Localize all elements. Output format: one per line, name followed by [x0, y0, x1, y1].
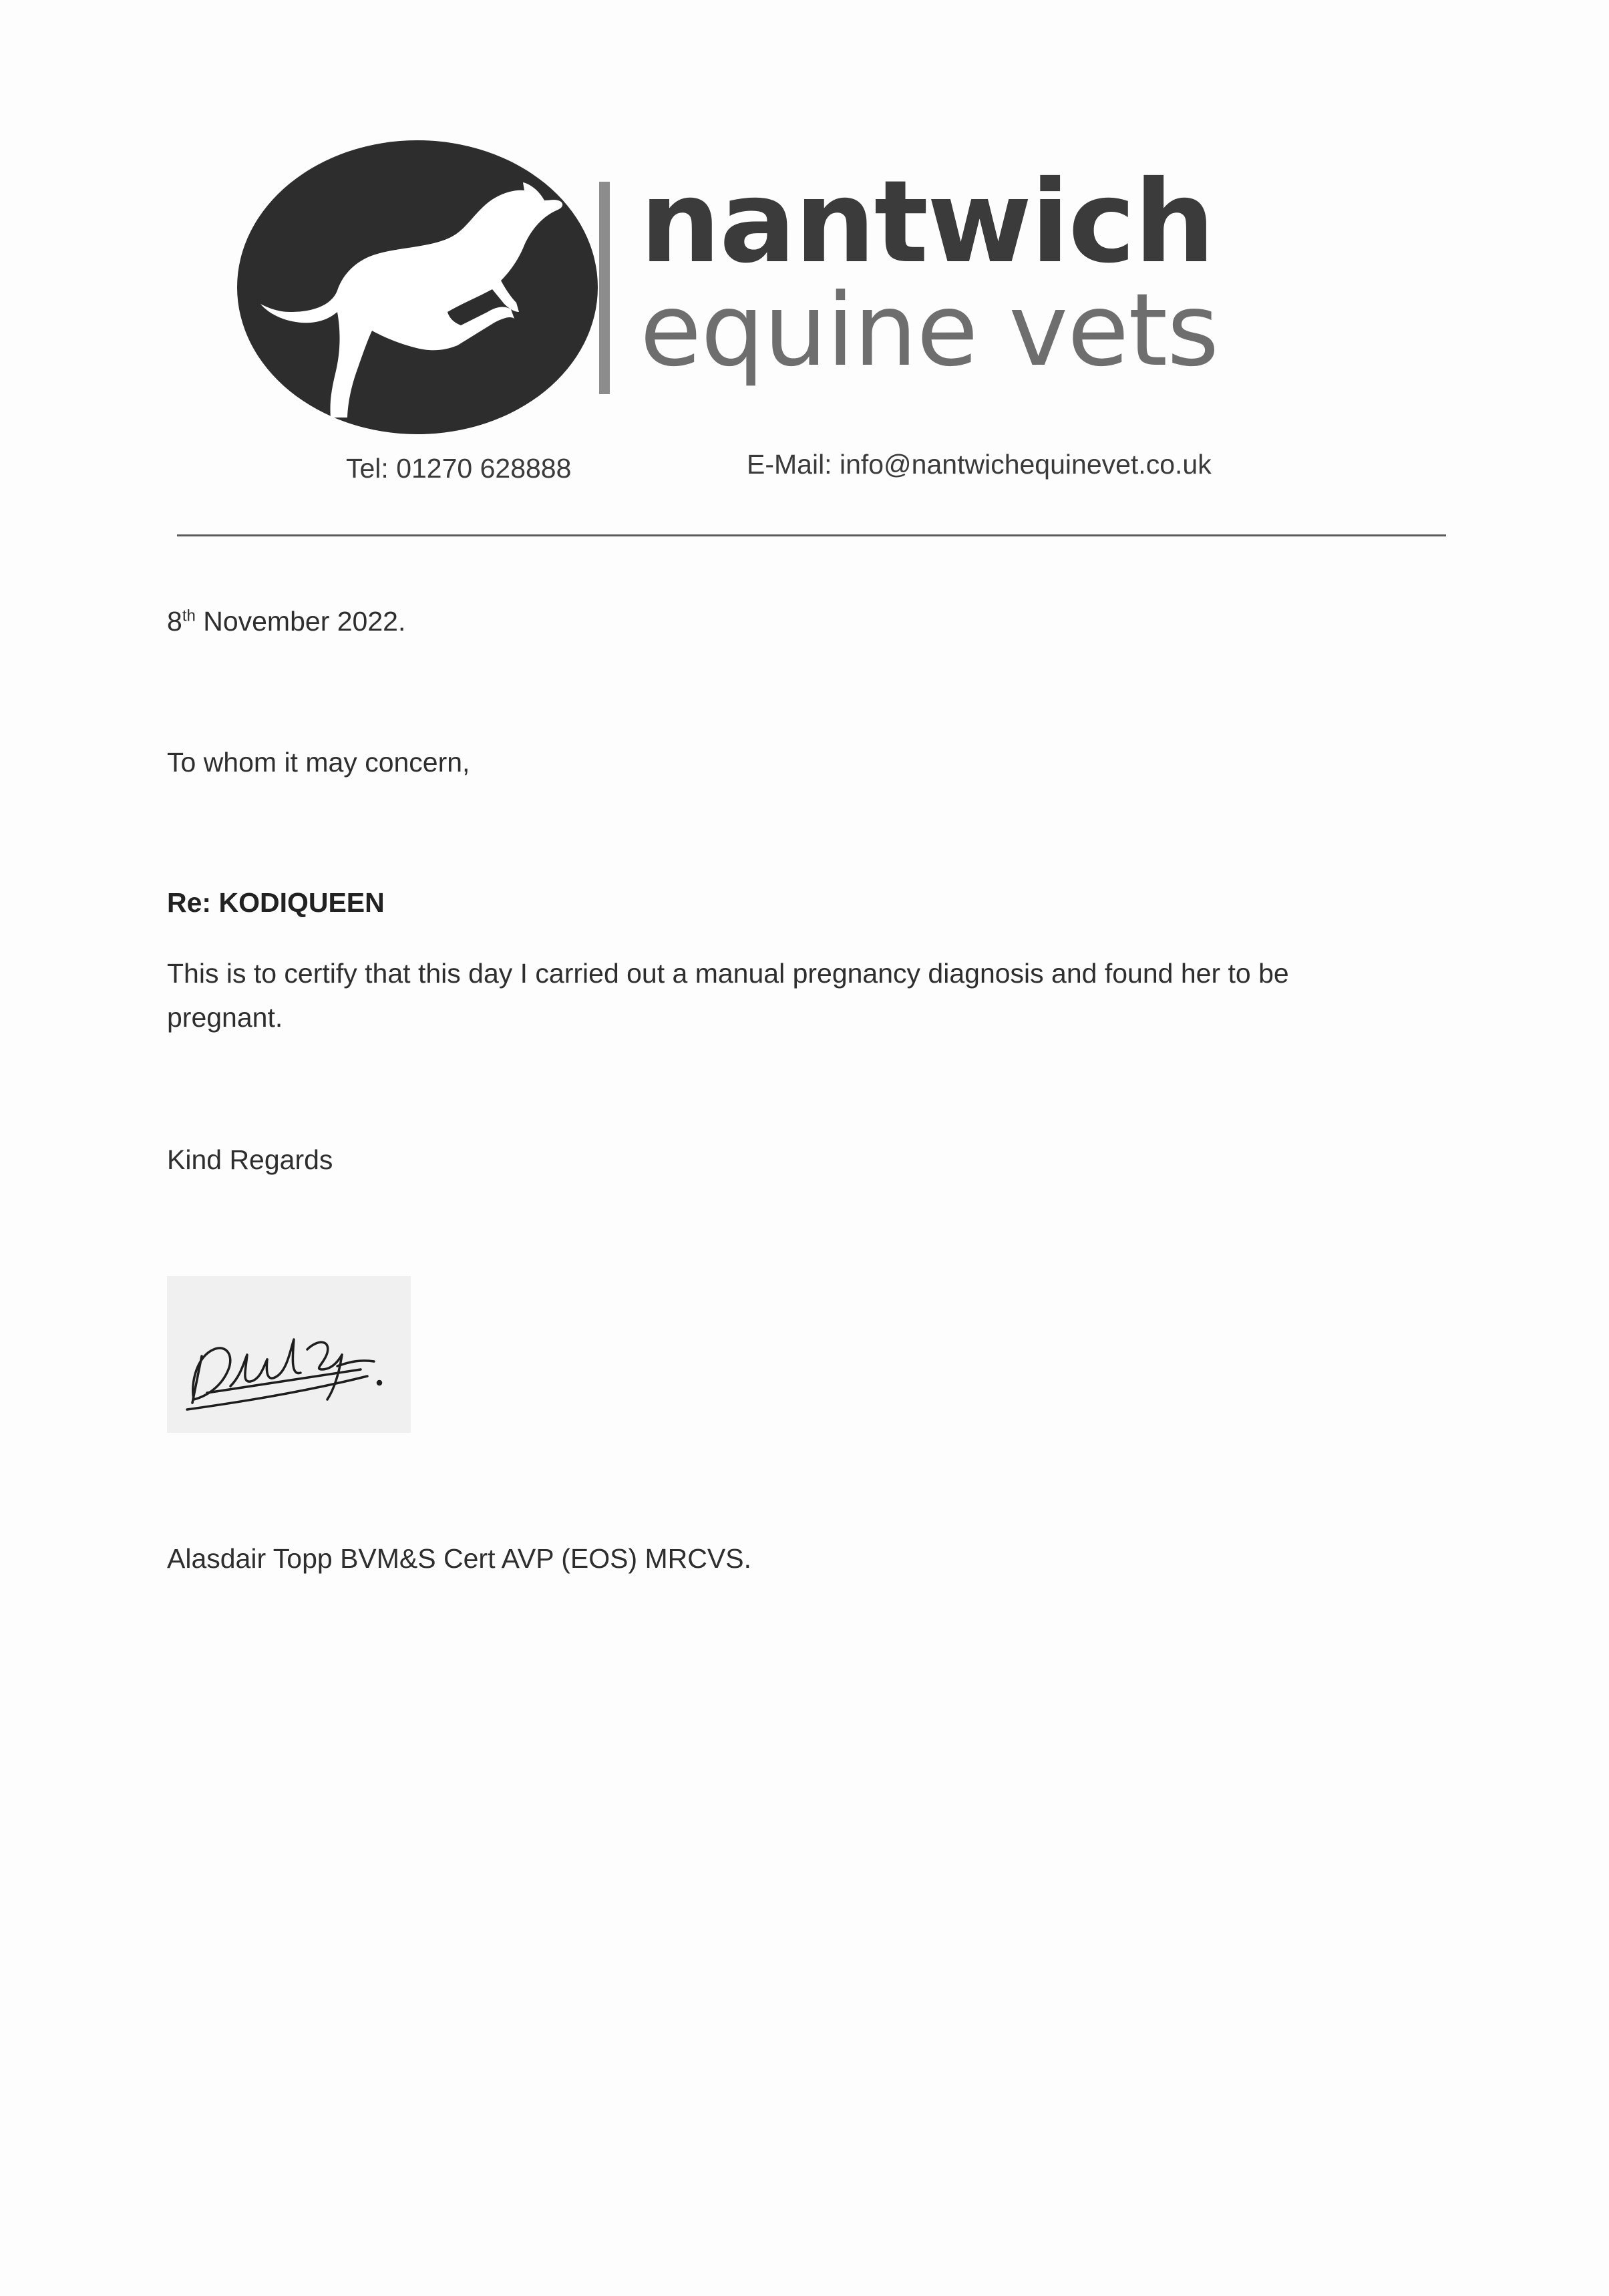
signature-icon [167, 1276, 411, 1433]
body-paragraph: This is to certify that this day I carried out a manual pregnancy diagnosis and found her to be pregnant. [167, 958, 1289, 1033]
date-rest: November 2022. [195, 606, 406, 637]
logo-divider [599, 182, 610, 394]
subject-line: Re: KODIQUEEN [167, 887, 385, 918]
signatory-name: Alasdair Topp BVM&S Cert AVP (EOS) MRCVS. [167, 1543, 751, 1574]
closing: Kind Regards [167, 1144, 333, 1175]
date-suffix: th [182, 607, 196, 625]
brand-subtitle: equine vets [640, 273, 1219, 389]
contact-telephone: Tel: 01270 628888 [346, 453, 572, 484]
contact-email: E-Mail: info@nantwichequinevet.co.uk [747, 449, 1212, 480]
header-divider [177, 534, 1446, 536]
signature-box [167, 1276, 411, 1433]
salutation: To whom it may concern, [167, 747, 470, 778]
letter-date [167, 599, 405, 643]
horse-logo-icon [230, 137, 604, 438]
date-day: 8 [167, 606, 182, 637]
brand-name: nantwich [640, 156, 1214, 289]
